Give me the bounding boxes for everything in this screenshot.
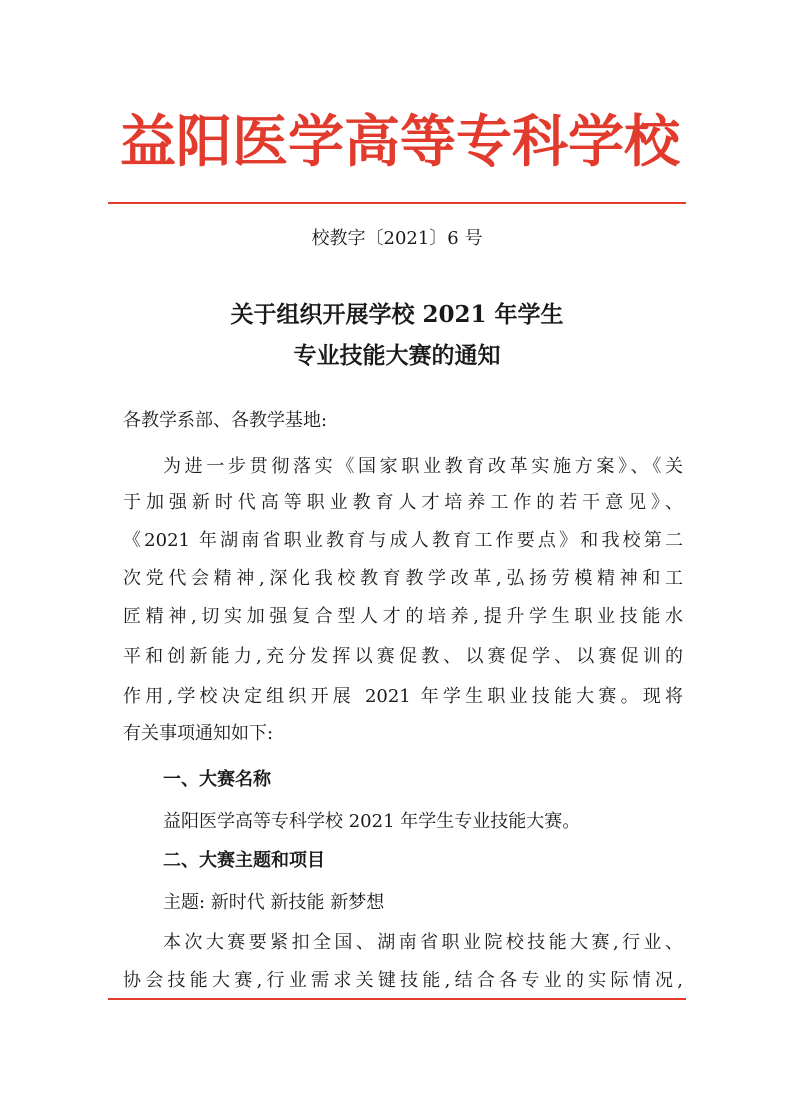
section-2-line-1: 本次大赛要紧扣全国、湖南省职业院校技能大赛,行业、 (163, 932, 683, 953)
section-1-heading: 一、大赛名称 (163, 769, 271, 790)
intro-line-5: 匠精神,切实加强复合型人才的培养,提升学生职业技能水 (123, 606, 683, 627)
doc-title-line-1: 关于组织开展学校 2021 年学生 (230, 301, 564, 328)
intro-line-7: 作用,学校决定组织开展 2021 年学生职业技能大赛。现将 (123, 686, 683, 707)
section-2-heading: 二、大赛主题和项目 (163, 850, 325, 871)
intro-line-4: 次党代会精神,深化我校教育教学改革,弘扬劳模精神和工 (123, 568, 683, 589)
section-2-theme: 主题: 新时代 新技能 新梦想 (163, 892, 385, 913)
intro-line-3: 《2021 年湖南省职业教育与成人教育工作要点》和我校第二 (123, 530, 683, 551)
intro-line-8: 有关事项通知如下: (123, 723, 274, 744)
intro-line-1: 为进一步贯彻落实《国家职业教育改革实施方案》、《关 (163, 456, 683, 477)
red-divider-top (108, 202, 686, 204)
doc-number: 校教字〔2021〕6 号 (311, 228, 483, 249)
section-1-text: 益阳医学高等专科学校 2021 年学生专业技能大赛。 (163, 811, 581, 832)
intro-line-2: 于加强新时代高等职业教育人才培养工作的若干意见》、 (123, 492, 683, 513)
org-name-header: 益阳医学高等专科学校 (120, 109, 680, 175)
doc-title-line-2: 专业技能大赛的通知 (293, 342, 501, 369)
red-divider-bottom (108, 998, 686, 1000)
salutation: 各教学系部、各教学基地: (123, 410, 328, 431)
intro-line-6: 平和创新能力,充分发挥以赛促教、以赛促学、以赛促训的 (123, 646, 683, 667)
section-2-line-2: 协会技能大赛,行业需求关键技能,结合各专业的实际情况, (123, 970, 683, 991)
